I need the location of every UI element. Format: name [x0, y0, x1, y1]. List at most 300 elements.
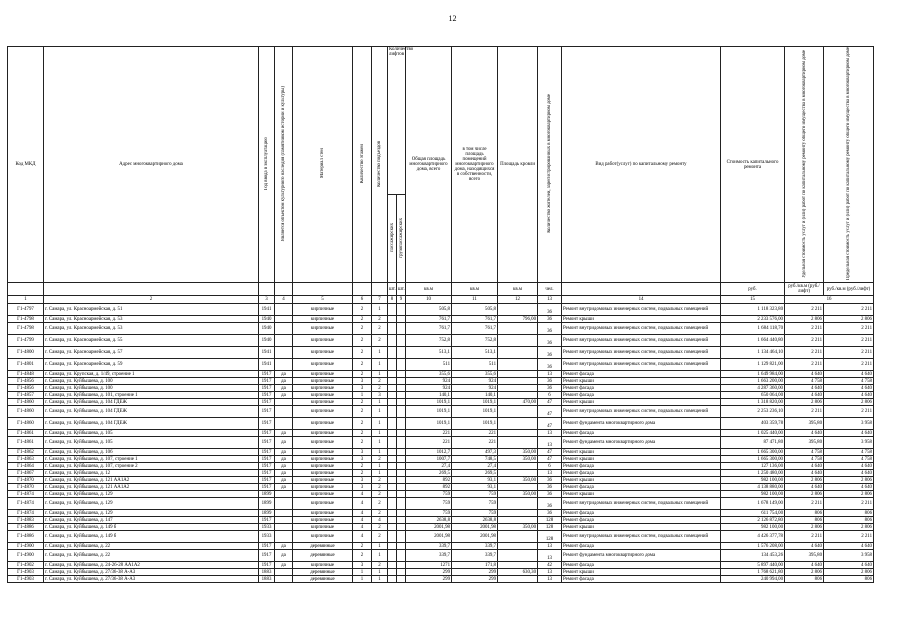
cell-culture [275, 418, 293, 430]
cell-culture: да [275, 550, 293, 562]
table-row [8, 477, 874, 484]
cell-total-area: 1019,1 [406, 418, 452, 430]
cell-cost: 650 064,00 [721, 392, 785, 399]
header-address: Адрес многоквартирного дома [44, 47, 259, 283]
cell-unit-cost: 2 806 [785, 399, 824, 406]
cell-floors: 2 [353, 399, 372, 406]
cell-max-cost: 4 758 [824, 378, 874, 385]
cell-work-type: Ремонт фундамента многоквартирного дома [562, 437, 721, 449]
cell-work-type: Ремонт фасада [562, 510, 721, 517]
cell-total-area: 221 [406, 430, 452, 437]
cell-address: г. Самара, ул. Куйбышева, д. 105 [44, 430, 259, 437]
cell-floors: 2 [353, 316, 372, 323]
cell-residents: 36 [538, 484, 562, 491]
cell-roof-area [498, 323, 538, 335]
cell-max-cost: 4 640 [824, 392, 874, 399]
header-lifts: Количество лифтов [388, 47, 406, 195]
header-residents: Количество жителей, зарегистрированных в многоквартирном доме [538, 47, 562, 283]
cell-code: Г1-4798 [8, 316, 44, 323]
cell-material: деревянные [293, 569, 353, 576]
cell-lifts-cargo [397, 304, 406, 316]
cell-cost: 240 994,00 [721, 576, 785, 583]
cell-year: 1917 [259, 406, 275, 418]
cell-own-area: 27,4 [452, 463, 498, 470]
cell-floors: 2 [353, 550, 372, 562]
cell-lifts-pass [388, 316, 397, 323]
cell-lifts-pass [388, 304, 397, 316]
cell-unit-cost: 2 211 [785, 406, 824, 418]
cell-lifts-pass [388, 569, 397, 576]
cell-unit-cost: 4 640 [785, 470, 824, 477]
cell-year: 1899 [259, 491, 275, 498]
cell-cost: 1 678 149,00 [721, 498, 785, 510]
cell-unit-cost: 4 640 [785, 385, 824, 392]
cell-lifts-cargo [397, 378, 406, 385]
column-number: 13 [538, 296, 562, 304]
cell-unit-cost: 395,80 [785, 437, 824, 449]
cell-residents: 36 [538, 378, 562, 385]
cell-cost: 1 576 208,00 [721, 543, 785, 550]
cell-max-cost: 2 211 [824, 347, 874, 359]
table-row [8, 517, 874, 524]
cell-roof-area [498, 463, 538, 470]
cell-culture [275, 359, 293, 371]
unit-own-area: кв.м [452, 283, 498, 296]
cell-culture: да [275, 543, 293, 550]
cell-unit-cost: 4 758 [785, 456, 824, 463]
cell-total-area: 1007,7 [406, 456, 452, 463]
cell-entrances: 1 [372, 371, 388, 378]
cell-residents: 36 [538, 347, 562, 359]
cell-material: кирпичные [293, 335, 353, 347]
cell-entrances: 1 [372, 470, 388, 477]
column-number: 15 [721, 296, 785, 304]
cell-material: кирпичные [293, 316, 353, 323]
cell-lifts-pass [388, 576, 397, 583]
cell-own-area: 1019,1 [452, 399, 498, 406]
cell-roof-area [498, 576, 538, 583]
cell-max-cost: 4 640 [824, 463, 874, 470]
cell-lifts-pass [388, 531, 397, 543]
cell-residents: 128 [538, 517, 562, 524]
cell-lifts-cargo [397, 392, 406, 399]
unit-total-area: кв.м [406, 283, 452, 296]
cell-code: Г1-4797 [8, 304, 44, 316]
cell-residents: 36 [538, 304, 562, 316]
cell-entrances: 1 [372, 550, 388, 562]
cell-year: 1917 [259, 543, 275, 550]
cell-max-cost: 806 [824, 517, 874, 524]
cell-max-cost: 2 806 [824, 477, 874, 484]
cell-unit-cost: 4 640 [785, 392, 824, 399]
cell-entrances: 2 [372, 385, 388, 392]
cell-lifts-cargo [397, 456, 406, 463]
cell-residents: 6 [538, 463, 562, 470]
cell-culture [275, 347, 293, 359]
cell-own-area: 93,1 [452, 477, 498, 484]
cell-cost: 403 359,78 [721, 418, 785, 430]
cell-floors: 2 [353, 335, 372, 347]
cell-own-area: 924 [452, 378, 498, 385]
cell-lifts-cargo [397, 430, 406, 437]
cell-floors: 3 [353, 378, 372, 385]
cell-material: кирпичные [293, 385, 353, 392]
cell-residents: 13 [538, 470, 562, 477]
cell-roof-area [498, 406, 538, 418]
cell-address: г. Самара, ул. Куйбышева, д. 105 [44, 437, 259, 449]
cell-lifts-cargo [397, 399, 406, 406]
table-row [8, 392, 874, 399]
cell-code: Г1-4883 [8, 517, 44, 524]
cell-address: г. Самара, ул. Куйбышева, д. 106 [44, 449, 259, 456]
cell-address: г. Самара, ул. Красноармейская, д. 59 [44, 359, 259, 371]
cell-total-area: 511 [406, 359, 452, 371]
cell-entrances: 1 [372, 406, 388, 418]
cell-lifts-cargo [397, 477, 406, 484]
cell-roof-area: 350,00 [498, 524, 538, 531]
cell-cost: 1 025 440,00 [721, 430, 785, 437]
table-row [8, 304, 874, 316]
cell-material: кирпичные [293, 304, 353, 316]
cell-total-area: 759 [406, 498, 452, 510]
cell-lifts-cargo [397, 517, 406, 524]
cell-material: кирпичные [293, 378, 353, 385]
cell-lifts-pass [388, 359, 397, 371]
cell-max-cost: 2 211 [824, 531, 874, 543]
cell-residents: 42 [538, 562, 562, 569]
cell-roof-area [498, 371, 538, 378]
table-row [8, 524, 874, 531]
cell-culture: да [275, 449, 293, 456]
cell-own-area: 759 [452, 498, 498, 510]
cell-year: 1883 [259, 576, 275, 583]
cell-culture [275, 524, 293, 531]
cell-lifts-cargo [397, 449, 406, 456]
cell-unit-cost: 2 211 [785, 531, 824, 543]
cell-cost: 1 665 300,00 [721, 456, 785, 463]
cell-culture: да [275, 437, 293, 449]
cell-lifts-cargo [397, 543, 406, 550]
cell-work-type: Ремонт фасада [562, 430, 721, 437]
cell-lifts-pass [388, 456, 397, 463]
cell-total-area: 140,1 [406, 392, 452, 399]
cell-lifts-pass [388, 430, 397, 437]
cell-own-area: 171,8 [452, 562, 498, 569]
cell-total-area: 761,7 [406, 323, 452, 335]
cell-unit-cost: 2 211 [785, 304, 824, 316]
cell-code: Г1-4862 [8, 449, 44, 456]
cell-material: деревянные [293, 543, 353, 550]
cell-code: Г1-4902 [8, 562, 44, 569]
cell-work-type: Ремонт внутридомовых инженерных систем, подвальных помещений [562, 359, 721, 371]
cell-culture [275, 323, 293, 335]
cell-max-cost: 4 640 [824, 371, 874, 378]
cell-residents: 47 [538, 418, 562, 430]
cell-floors: 2 [353, 304, 372, 316]
cell-address: г. Самара, ул. Куйбышева, д. 107, строение 2 [44, 463, 259, 470]
cell-entrances: 2 [372, 498, 388, 510]
cell-unit-cost: 395,80 [785, 550, 824, 562]
cell-work-type: Ремонт фасада [562, 463, 721, 470]
table-row [8, 569, 874, 576]
cell-lifts-cargo [397, 385, 406, 392]
cell-roof-area: 350,00 [498, 477, 538, 484]
cell-material: кирпичные [293, 359, 353, 371]
cell-lifts-cargo [397, 550, 406, 562]
cell-roof-area [498, 304, 538, 316]
cell-code: Г1-4798 [8, 323, 44, 335]
cell-cost: 4 426 377,78 [721, 531, 785, 543]
cell-work-type: Ремонт крыши [562, 456, 721, 463]
cell-address: г. Самара, ул. Куйбышева, д. 104 ГДЕЖ [44, 399, 259, 406]
cell-own-area: 339,7 [452, 550, 498, 562]
cell-code: Г1-4886 [8, 531, 44, 543]
table-row [8, 543, 874, 550]
cell-year: 1917 [259, 392, 275, 399]
cell-year: 1917 [259, 517, 275, 524]
cell-lifts-cargo [397, 491, 406, 498]
cell-floors: 2 [353, 437, 372, 449]
cell-own-area: 511 [452, 359, 498, 371]
cell-total-area: 2001,98 [406, 531, 452, 543]
cell-cost: 982 100,00 [721, 491, 785, 498]
cell-roof-area [498, 437, 538, 449]
cell-roof-area [498, 531, 538, 543]
column-number: 9 [397, 296, 406, 304]
cell-lifts-pass [388, 399, 397, 406]
cell-residents: 36 [538, 316, 562, 323]
cell-own-area: 140,1 [452, 392, 498, 399]
table-row [8, 491, 874, 498]
table-row [8, 406, 874, 418]
cell-residents: 13 [538, 437, 562, 449]
cell-entrances: 1 [372, 576, 388, 583]
header-work-type: Вид работ(услуг) по капитальному ремонту [562, 47, 721, 283]
cell-cost: 611 754,00 [721, 510, 785, 517]
cell-entrances: 1 [372, 463, 388, 470]
cell-code: Г1-4861 [8, 437, 44, 449]
cell-entrances: 1 [372, 347, 388, 359]
cell-work-type: Ремонт фундамента многоквартирного дома [562, 418, 721, 430]
cell-unit-cost: 4 640 [785, 371, 824, 378]
column-number: 2 [44, 296, 259, 304]
cell-cost: 2 233 576,00 [721, 316, 785, 323]
cell-residents: 47 [538, 449, 562, 456]
cell-cost: 982 100,00 [721, 477, 785, 484]
unit-lifts-cargo: шт. [397, 283, 406, 296]
header-year: Год ввода в эксплуатацию [259, 47, 275, 283]
cell-unit-cost: 2 806 [785, 477, 824, 484]
cell-year: 1917 [259, 430, 275, 437]
cell-address: г. Самара, ул. Куйбышева, д. 22 [44, 543, 259, 550]
cell-lifts-cargo [397, 418, 406, 430]
cell-address: г. Самара, ул. Куйбышева, д. 27/36-38 А-А3 [44, 569, 259, 576]
cell-own-area: 299 [452, 569, 498, 576]
cell-lifts-cargo [397, 510, 406, 517]
cell-address: г. Самара, ул. Куйбышева, д. 104 ГДЕЖ [44, 418, 259, 430]
cell-max-cost: 4 640 [824, 484, 874, 491]
cell-cost: 2 253 236,10 [721, 406, 785, 418]
cell-culture: да [275, 463, 293, 470]
cell-year: 1940 [259, 316, 275, 323]
table-row [8, 484, 874, 491]
cell-work-type: Ремонт фасада [562, 385, 721, 392]
table-row [8, 550, 874, 562]
cell-year: 1917 [259, 449, 275, 456]
cell-material: кирпичные [293, 517, 353, 524]
cell-max-cost: 4 758 [824, 456, 874, 463]
cell-work-type: Ремонт крыши [562, 449, 721, 456]
cell-culture [275, 569, 293, 576]
cell-cost: 4 287 360,00 [721, 385, 785, 392]
cell-code: Г1-4856 [8, 385, 44, 392]
cell-cost: 2 126 872,80 [721, 517, 785, 524]
cell-address: г. Самара, ул. Куйбышева, д. 147 [44, 517, 259, 524]
cell-cost: 1 134 464,10 [721, 347, 785, 359]
unit-lifts-pass: шт. [388, 283, 397, 296]
cell-residents: 36 [538, 359, 562, 371]
table-body [8, 304, 874, 583]
cell-material: кирпичные [293, 531, 353, 543]
cell-entrances: 2 [372, 491, 388, 498]
cell-year: 1917 [259, 437, 275, 449]
cell-code: Г1-4800 [8, 347, 44, 359]
cell-own-area: 761,7 [452, 316, 498, 323]
cell-cost: 134 453,26 [721, 550, 785, 562]
cell-address: г. Самара, ул. Куйбышева, д. 100 [44, 385, 259, 392]
cell-total-area: 1271 [406, 562, 452, 569]
header-row [8, 47, 874, 195]
cell-code: Г1-4863 [8, 456, 44, 463]
cell-year: 1940 [259, 335, 275, 347]
cell-unit-cost: 806 [785, 517, 824, 524]
table-row [8, 470, 874, 477]
cell-culture: да [275, 484, 293, 491]
cell-floors: 4 [353, 491, 372, 498]
cell-code: Г1-4886 [8, 524, 44, 531]
cell-floors: 4 [353, 524, 372, 531]
cell-material: деревянные [293, 550, 353, 562]
page-number: 12 [448, 14, 457, 23]
cell-residents: 13 [538, 569, 562, 576]
cell-code: Г1-4867 [8, 470, 44, 477]
cell-cost: 1 665 300,00 [721, 449, 785, 456]
cell-culture: да [275, 470, 293, 477]
cell-floors: 2 [353, 347, 372, 359]
cell-floors: 2 [353, 470, 372, 477]
cell-floors: 4 [353, 510, 372, 517]
cell-entrances: 1 [372, 304, 388, 316]
cell-address: г. Самара, ул. Куйбышева, д. 107, строение 1 [44, 456, 259, 463]
cell-lifts-pass [388, 463, 397, 470]
cell-year: 1933 [259, 524, 275, 531]
cell-address: г. Самара, ул. Красноармейская, д. 51 [44, 304, 259, 316]
cell-floors: 2 [353, 543, 372, 550]
cell-max-cost: 3 958 [824, 437, 874, 449]
column-number: 16 [785, 296, 874, 304]
cell-max-cost: 4 640 [824, 562, 874, 569]
cell-lifts-pass [388, 524, 397, 531]
cell-cost: 1 318 820,00 [721, 399, 785, 406]
cell-own-area: 924 [452, 385, 498, 392]
cell-max-cost: 2 806 [824, 316, 874, 323]
cell-lifts-pass [388, 323, 397, 335]
column-number: 12 [498, 296, 538, 304]
column-number: 5 [293, 296, 353, 304]
cell-lifts-pass [388, 562, 397, 569]
cell-own-area: 221 [452, 437, 498, 449]
cell-total-area: 339,7 [406, 543, 452, 550]
cell-floors: 4 [353, 498, 372, 510]
cell-lifts-cargo [397, 406, 406, 418]
cell-floors: 2 [353, 323, 372, 335]
cell-work-type: Ремонт фасада [562, 543, 721, 550]
cell-roof-area [498, 543, 538, 550]
cell-culture: да [275, 456, 293, 463]
cell-material: кирпичные [293, 347, 353, 359]
cell-floors: 2 [353, 406, 372, 418]
table-row [8, 463, 874, 470]
cell-total-area: 924 [406, 378, 452, 385]
unit-residents: чел. [538, 283, 562, 296]
cell-floors: 3 [353, 456, 372, 463]
cell-roof-area [498, 378, 538, 385]
cell-code: Г1-4799 [8, 335, 44, 347]
cell-entrances: 1 [372, 449, 388, 456]
unit-roof-area: кв.м [498, 283, 538, 296]
cell-max-cost: 2 806 [824, 524, 874, 531]
cell-cost: 1 250 480,00 [721, 470, 785, 477]
cell-total-area: 759 [406, 510, 452, 517]
cell-entrances: 2 [372, 531, 388, 543]
header-material: Материал стен [293, 47, 353, 283]
cell-cost: 5 897 440,00 [721, 562, 785, 569]
cell-own-area: 752,8 [452, 335, 498, 347]
cell-unit-cost: 2 806 [785, 316, 824, 323]
cell-entrances: 2 [372, 524, 388, 531]
cell-code: Г1-4801 [8, 359, 44, 371]
unit-unit-cost: руб./кв.м (руб./лифт) [785, 283, 824, 296]
cell-own-area: 505,8 [452, 304, 498, 316]
table-row [8, 359, 874, 371]
cell-roof-area: 350,00 [498, 491, 538, 498]
cell-floors: 4 [353, 531, 372, 543]
column-number: 1 [8, 296, 44, 304]
cell-unit-cost: 395,80 [785, 418, 824, 430]
cell-address: г. Самара, ул. Куйбышева, д. 129 [44, 491, 259, 498]
cell-material: кирпичные [293, 430, 353, 437]
cell-residents: 128 [538, 531, 562, 543]
cell-floors: 1 [353, 392, 372, 399]
cell-residents: 6 [538, 392, 562, 399]
cell-max-cost: 806 [824, 576, 874, 583]
cell-work-type: Ремонт внутридомовых инженерных систем, подвальных помещений [562, 498, 721, 510]
cell-entrances: 2 [372, 316, 388, 323]
cell-roof-area [498, 418, 538, 430]
cell-cost: 982 100,00 [721, 524, 785, 531]
cell-year: 1917 [259, 399, 275, 406]
table-row [8, 418, 874, 430]
table-row [8, 378, 874, 385]
cell-max-cost: 2 806 [824, 569, 874, 576]
cell-work-type: Ремонт фасада [562, 484, 721, 491]
header-max-cost: Предельная стоимость услуг и (или) работ по капитальному ремонту общего имущества в многоквартирном доме [824, 47, 874, 283]
cell-lifts-pass [388, 517, 397, 524]
cell-total-area: 892 [406, 484, 452, 491]
cell-lifts-cargo [397, 531, 406, 543]
cell-own-area: 1019,1 [452, 418, 498, 430]
cell-cost: 1 663 200,00 [721, 378, 785, 385]
